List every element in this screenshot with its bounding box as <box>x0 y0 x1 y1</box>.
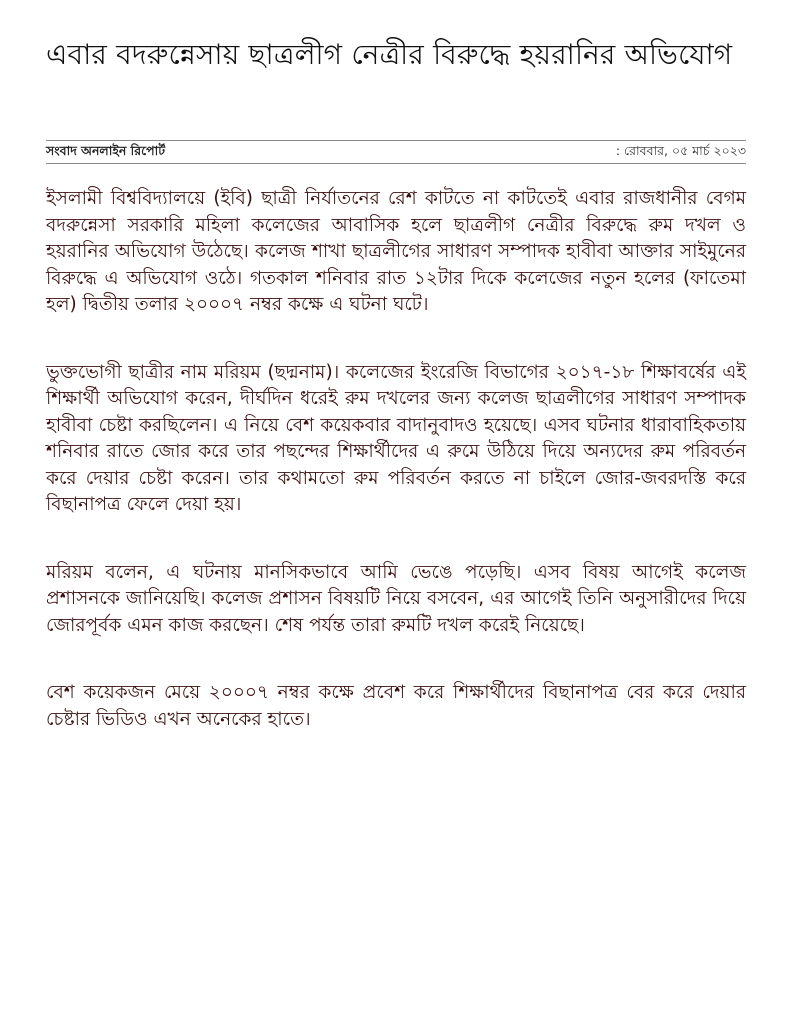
article-paragraph-3: মরিয়ম বলেন, এ ঘটনায় মানসিকভাবে আমি ভেঙে পড়েছি। এসব বিষয় আগেই কলেজ প্রশাসনকে জানিয়েছি। কলেজ প্রশাসন বিষয়টি নিয়ে বসবেন, এর আগেই তিনি অনুসারীদের দিয়ে জোরপূর্বক এমন কাজ করছেন। শেষ পর্যন্ত তারা রুমটি দখল করেই নিয়েছে। <box>46 561 746 636</box>
reporter-name: সংবাদ অনলাইন রিপোর্ট <box>46 143 166 158</box>
article-paragraph-4: বেশ কয়েকজন মেয়ে ২০০০৭ নম্বর কক্ষে প্রবেশ করে শিক্ষার্থীদের বিছানাপত্র বের করে দেয়ার চেষ্টার ভিডিও এখন অনেকের হাতে। <box>46 682 746 730</box>
news-page <box>46 38 746 730</box>
article-paragraph-2: ভুক্তভোগী ছাত্রীর নাম মরিয়ম (ছদ্মনাম)। কলেজের ইংরেজি বিভাগের ২০১৭-১৮ শিক্ষাবর্ষের এই শিক্ষার্থী অভিযোগ করেন, দীর্ঘদিন ধরেই রুম দখলের জন্য কলেজ ছাত্রলীগের সাধারণ সম্পাদক হাবীবা চেষ্টা করছিলেন। এ নিয়ে বেশ কয়েকবার বাদানুবাদও হয়েছে। এসব ঘটনার ধারাবাহিকতায় শনিবার রাতে জোর করে তার পছন্দের শিক্ষার্থীদের এ রুমে উঠিয়ে দিয়ে অন্যদের রুম পরিবর্তন করে দেয়ার চেষ্টা করেন। তার কথামতো রুম পরিবর্তন করতে না চাইলে জোর-জবরদস্তি করে বিছানাপত্র ফেলে দেয়া হয়। <box>46 361 746 515</box>
byline-bar <box>46 140 746 164</box>
article-headline: এবার বদরুন্নেসায় ছাত্রলীগ নেত্রীর বিরুদ্ধে হয়রানির অভিযোগ <box>46 38 733 71</box>
publish-date: : রোববার, ০৫ মার্চ ২০২৩ <box>615 143 746 158</box>
article-body <box>46 186 746 774</box>
article-paragraph-1: ইসলামী বিশ্ববিদ্যালয়ে (ইবি) ছাত্রী নির্যাতনের রেশ কাটতে না কাটতেই এবার রাজধানীর বেগম বদরুন্নেসা সরকারি মহিলা কলেজের আবাসিক হলে ছাত্রলীগ নেত্রীর বিরুদ্ধে রুম দখল ও হয়রানির অভিযোগ উঠেছে। কলেজ শাখা ছাত্রলীগের সাধারণ সম্পাদক হাবীবা আক্তার সাইমুনের বিরুদ্ধে এ অভিযোগ ওঠে। গতকাল শনিবার রাত ১২টার দিকে কলেজের নতুন হলের (ফাতেমা হল) দ্বিতীয় তলার ২০০০৭ নম্বর কক্ষে এ ঘটনা ঘটে। <box>46 188 746 315</box>
